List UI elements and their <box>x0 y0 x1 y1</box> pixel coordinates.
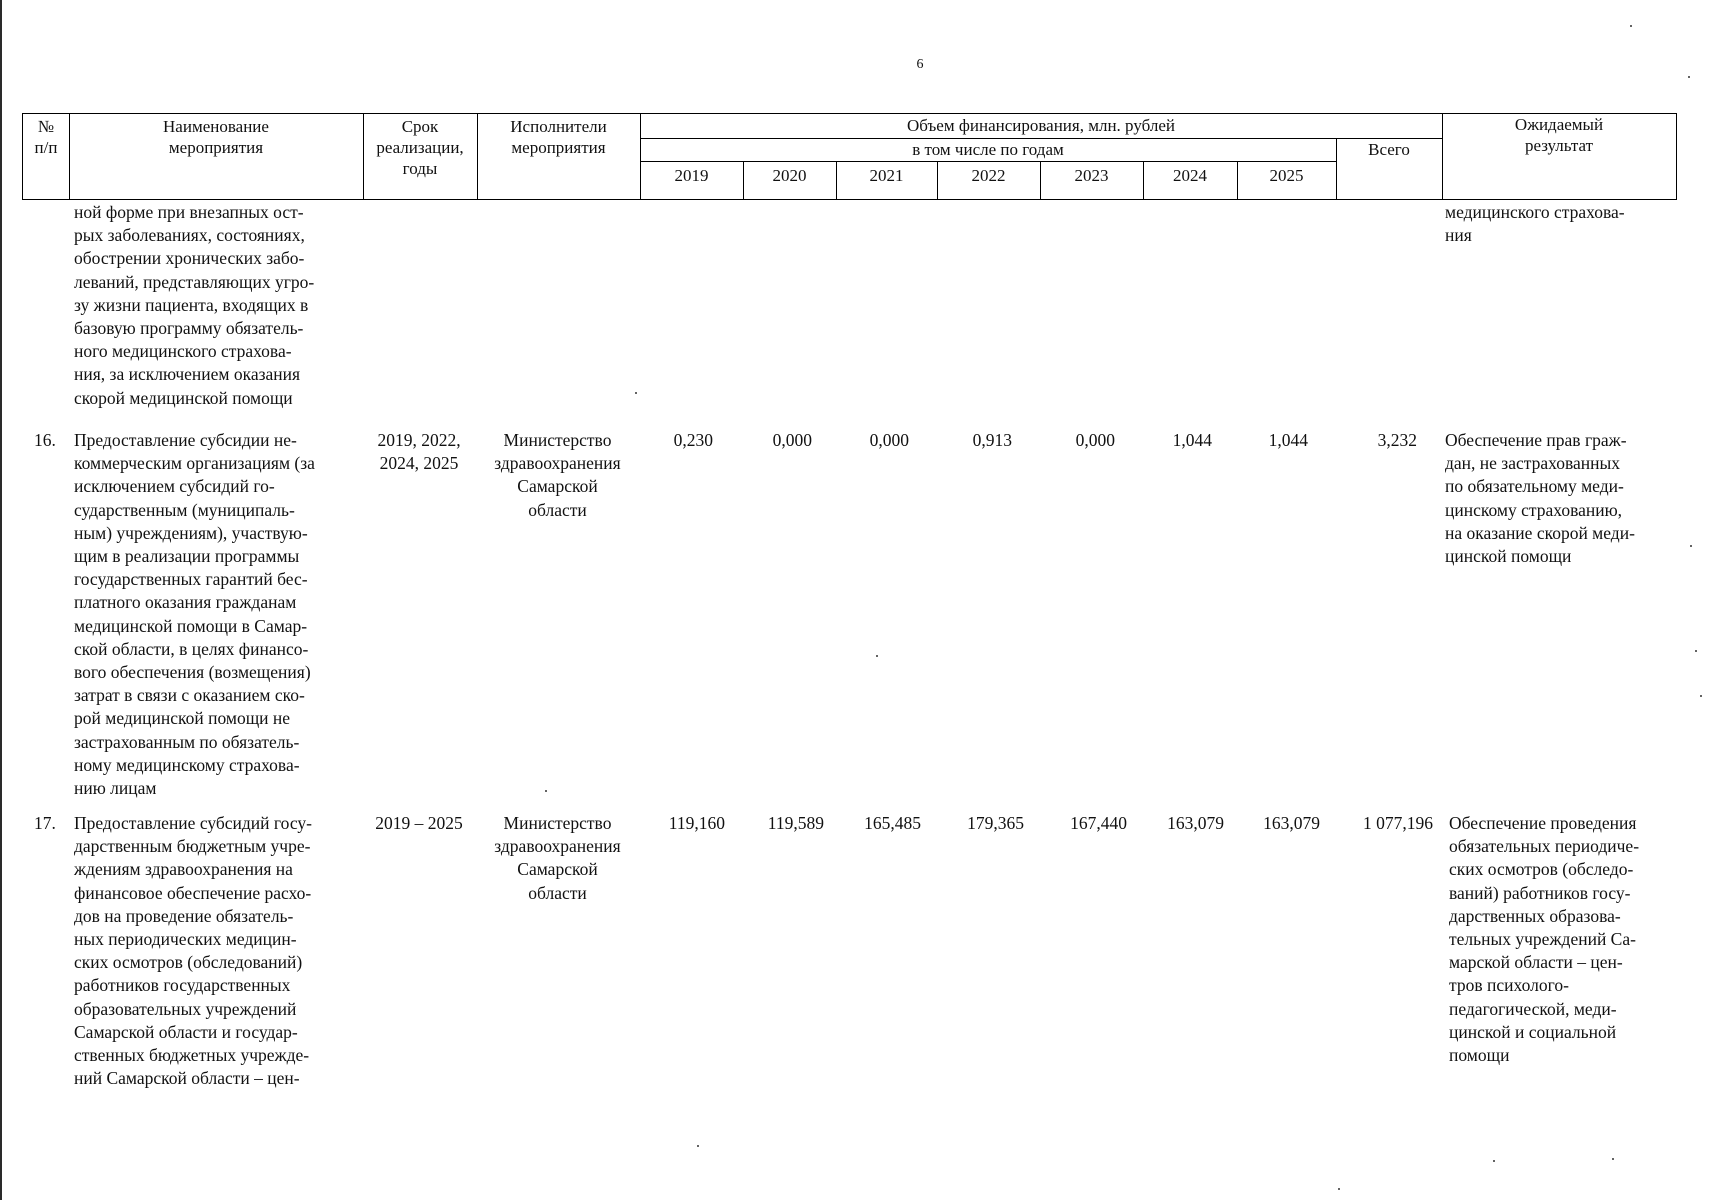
scan-speck <box>1688 76 1690 78</box>
header-year-2024: 2024 <box>1173 166 1207 185</box>
scan-speck <box>876 655 878 657</box>
scan-speck <box>1338 1188 1340 1190</box>
value-2019: 0,230 <box>673 430 713 450</box>
continuation-name: ной форме при внезапных ост- рых заболеваниях, состояниях, обострении хронических забо- леваний, представляющих угро- зу жизни пациента, входящих в базовую программу обязатель- ного медицинского страхова- ния, за исключением оказания скорой медицинской помощи <box>74 202 315 408</box>
header-executor: Исполнители мероприятия <box>510 117 607 157</box>
scan-speck <box>545 790 547 792</box>
value-total: 1 077,196 <box>1363 813 1433 833</box>
scan-speck <box>1690 545 1692 547</box>
continuation-result: медицинского страхова- ния <box>1445 202 1625 246</box>
scan-speck <box>1695 650 1697 652</box>
header-year-2022: 2022 <box>971 166 1006 185</box>
row-number: 16. <box>34 430 56 450</box>
table-header <box>22 113 1677 200</box>
header-name: Наименование мероприятия <box>163 117 269 157</box>
header-by-years: в том числе по годам <box>912 140 1064 159</box>
row-result: Обеспечение проведения обязательных периодиче- ских осмотров (обследо- ваний) работников госу- дарственных образова- тельных учреждений Са- марской области – цен- тров психолого- педагогической, меди- цинской и социальной помощи <box>1449 813 1640 1066</box>
value-2020: 119,589 <box>767 813 824 833</box>
value-2024: 1,044 <box>1172 430 1212 450</box>
header-period: Срок реализации, годы <box>376 117 464 178</box>
scan-speck <box>1700 695 1702 697</box>
page-left-edge <box>0 0 2 1200</box>
row-name: Предоставление субсидии не- коммерческим организациям (за исключением субсидий го- сударственным (муниципаль- ным) учреждениям), участвую- щим в реализации программы государственных гарантий бес- платного оказания гражданам медицинской помощи в Самар- ской области, в целях финансо- вого обеспечения (возмещения) затрат в связи с оказанием ско- рой медицинской помощи не застрахованным по обязатель- ному медицинскому страхова- нию лицам <box>74 430 315 799</box>
row-number: 17. <box>34 813 56 833</box>
scan-speck <box>1630 25 1632 27</box>
value-total: 3,232 <box>1377 430 1417 450</box>
header-year-2019: 2019 <box>674 166 709 185</box>
value-2022: 0,913 <box>972 430 1012 450</box>
value-2025: 1,044 <box>1268 430 1308 450</box>
header-year-2020: 2020 <box>772 166 807 185</box>
row-result: Обеспечение прав граж- дан, не застрахованных по обязательному меди- цинскому страхованию, на оказание скорой меди- цинской помощи <box>1445 430 1635 567</box>
header-total: Всего <box>1368 140 1410 159</box>
scan-speck <box>635 392 637 394</box>
scan-speck <box>1493 1160 1495 1162</box>
row-period: 2019, 2022, 2024, 2025 <box>377 430 461 474</box>
value-2020: 0,000 <box>772 430 812 450</box>
scan-speck <box>697 1145 699 1147</box>
header-year-2021: 2021 <box>869 166 904 185</box>
value-2025: 163,079 <box>1263 813 1320 833</box>
scan-speck <box>1612 1158 1614 1160</box>
value-2021: 0,000 <box>869 430 909 450</box>
row-name: Предоставление субсидий госу- дарственным бюджетным учре- ждениям здравоохранения на финансовое обеспечение расхо- дов на проведение обязатель- ных периодических медицин- ских осмотров (обследований) работников государственных образовательных учреждений Самарской области и государ- ственных бюджетных учрежде- ний Самарской области – цен- <box>74 813 312 1089</box>
header-year-2025: 2025 <box>1269 166 1304 185</box>
value-2019: 119,160 <box>668 813 725 833</box>
value-2022: 179,365 <box>967 813 1024 833</box>
page-number: 6 <box>916 57 924 72</box>
row-executor: Министерство здравоохранения Самарской области <box>494 430 621 520</box>
value-2023: 0,000 <box>1075 430 1115 450</box>
row-period: 2019 – 2025 <box>375 813 463 833</box>
header-funding-title: Объем финансирования, млн. рублей <box>907 116 1175 135</box>
row-executor: Министерство здравоохранения Самарской области <box>494 813 621 903</box>
value-2023: 167,440 <box>1070 813 1127 833</box>
header-result: Ожидаемый результат <box>1514 115 1604 155</box>
value-2021: 165,485 <box>864 813 921 833</box>
header-number: № п/п <box>34 117 58 157</box>
header-year-2023: 2023 <box>1074 166 1109 185</box>
value-2024: 163,079 <box>1167 813 1224 833</box>
